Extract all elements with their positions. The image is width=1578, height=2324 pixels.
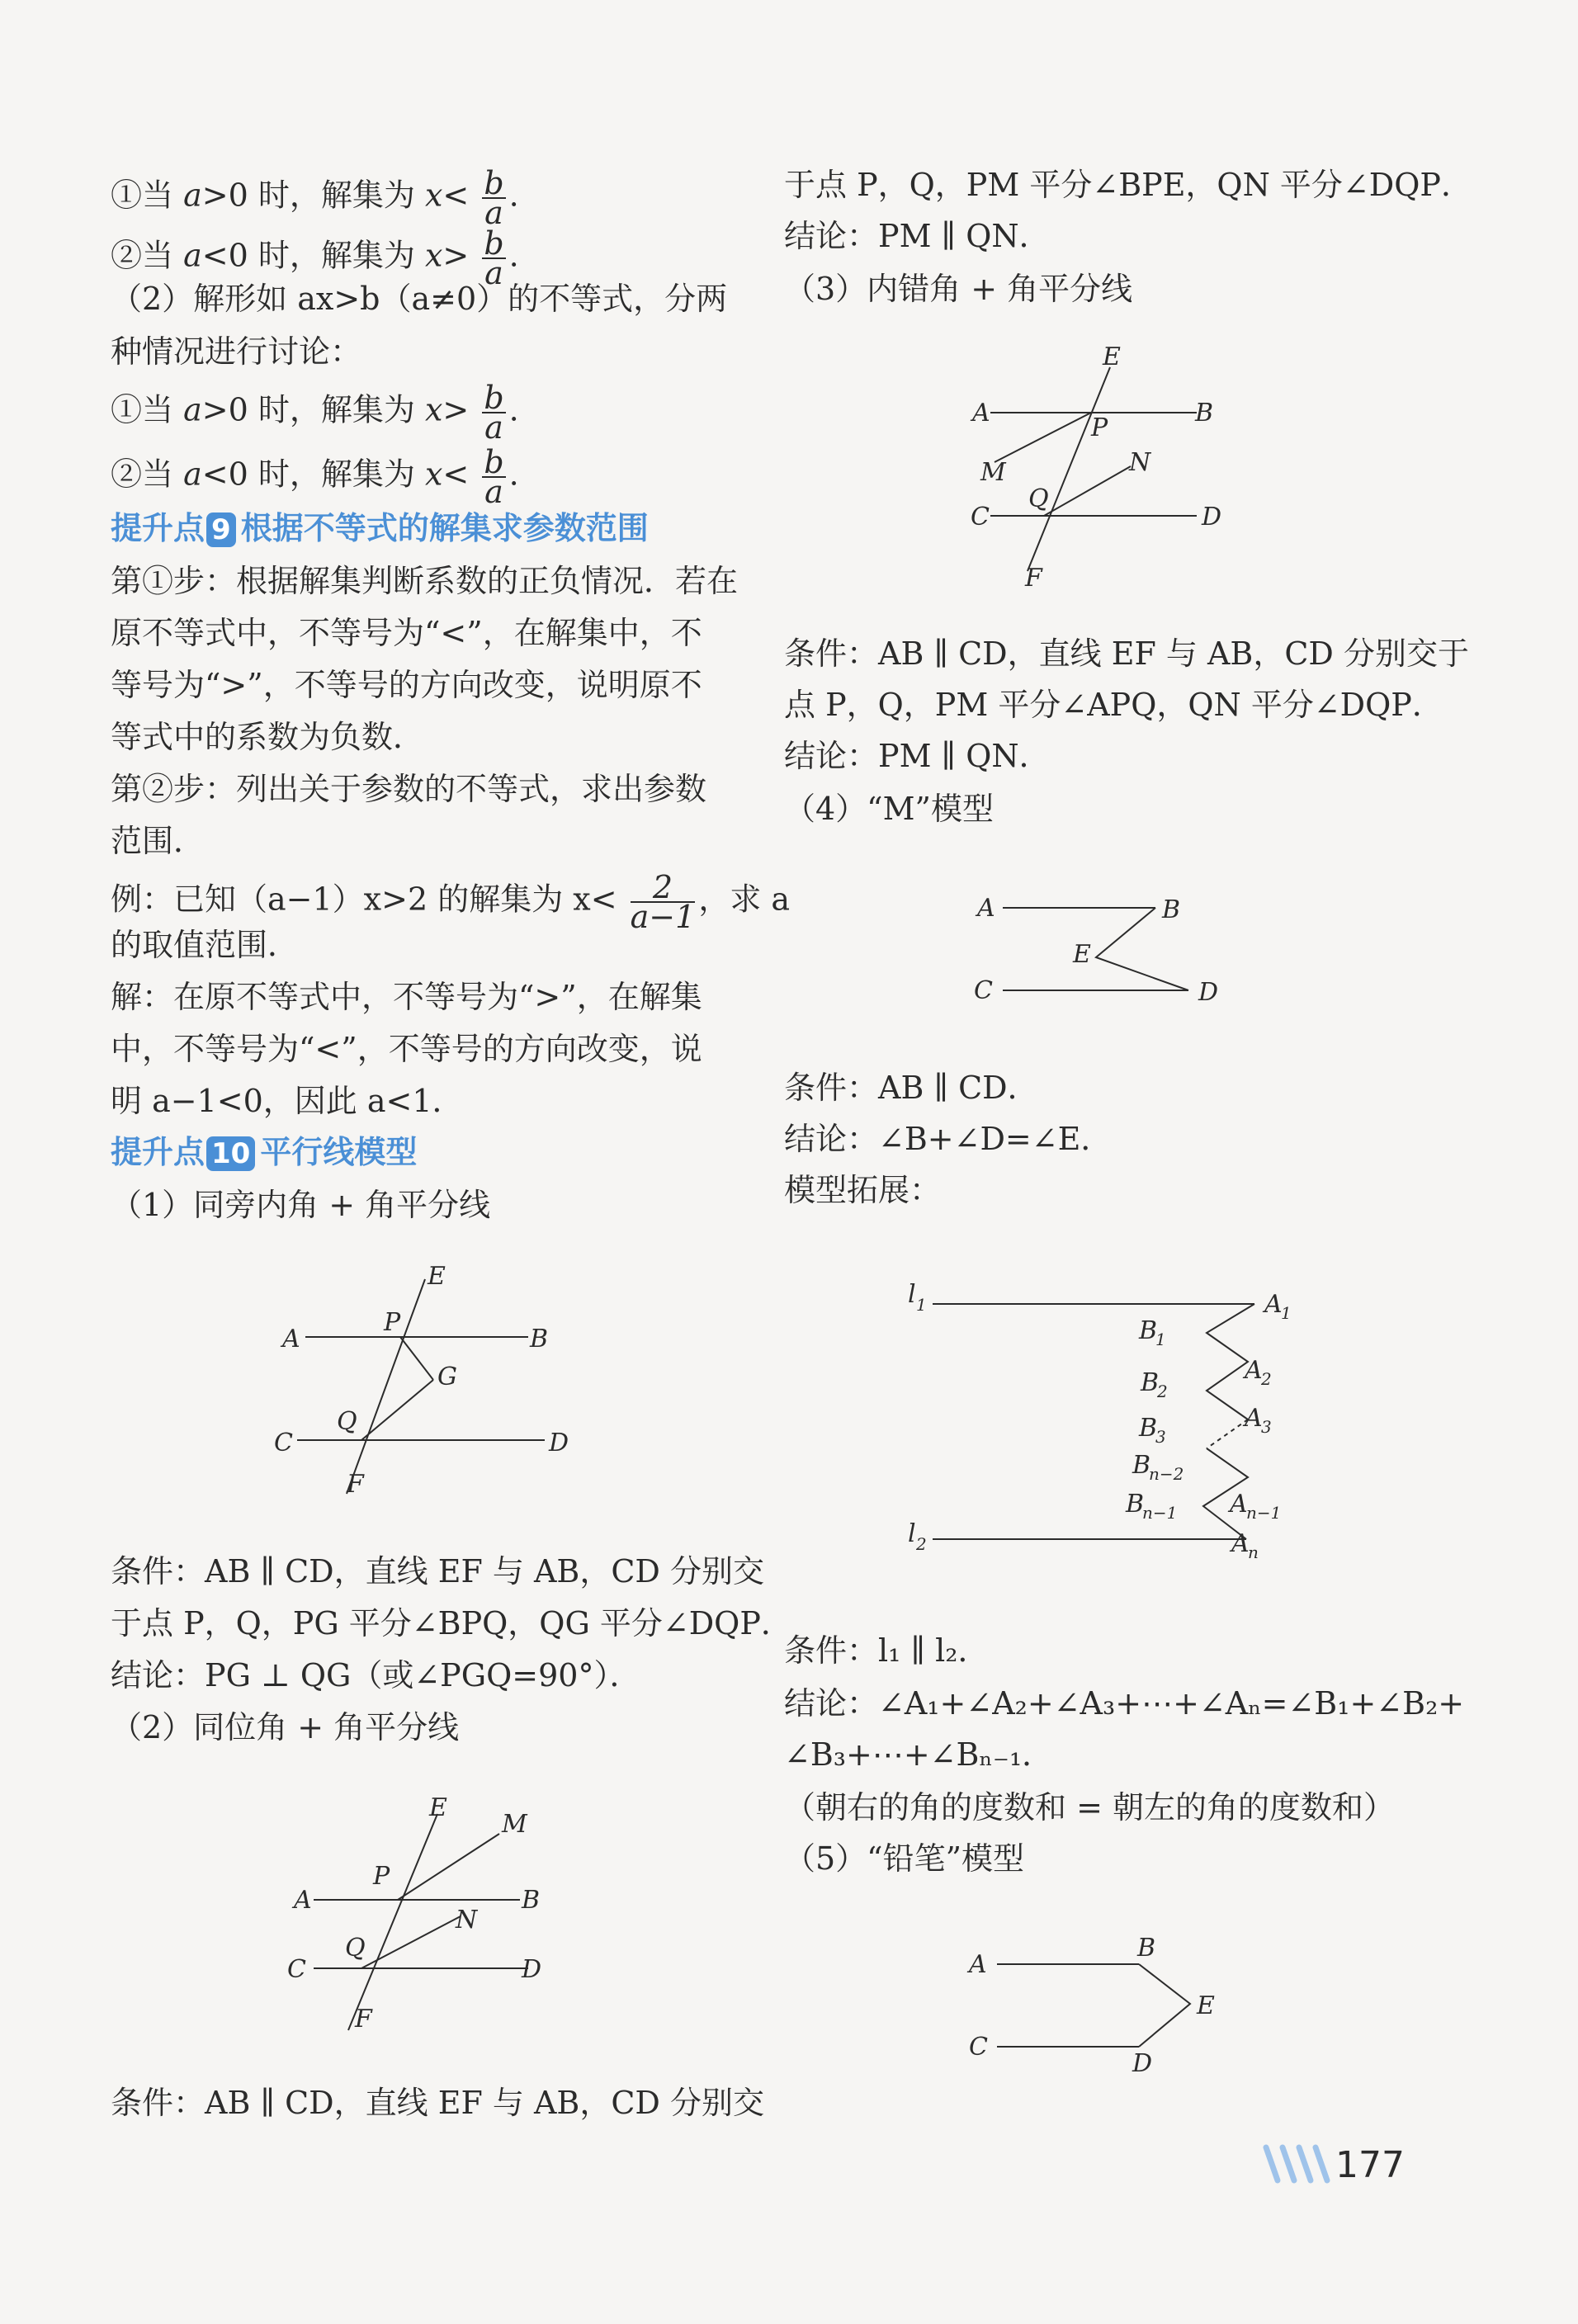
text-line: （4）“M”模型 bbox=[784, 791, 994, 827]
svg-text:l: l bbox=[908, 1519, 916, 1548]
svg-text:A: A bbox=[282, 1325, 300, 1353]
text-line: 等号为“>”，不等号的方向改变，说明原不 bbox=[111, 667, 702, 703]
svg-text:B: B bbox=[1137, 1934, 1156, 1963]
svg-text:A: A bbox=[1231, 1529, 1250, 1558]
svg-text:E: E bbox=[429, 1793, 447, 1822]
figure-corresponding-bisector bbox=[272, 1791, 586, 2055]
svg-text:C: C bbox=[274, 1429, 293, 1457]
fraction: $\frac{b}{a}$ bbox=[484, 225, 504, 291]
svg-text:E: E bbox=[1073, 940, 1091, 969]
text-line: 条件：AB ∥ CD，直线 EF 与 AB，CD 分别交 bbox=[111, 2085, 764, 2121]
fraction: $\frac{b}{a}$ bbox=[484, 444, 504, 510]
svg-text:1: 1 bbox=[916, 1295, 927, 1315]
svg-text:F: F bbox=[347, 1470, 364, 1499]
section-heading-10: 提升点 10 平行线模型 bbox=[111, 1134, 418, 1170]
svg-text:n−2: n−2 bbox=[1149, 1464, 1184, 1484]
section-badge: 9 bbox=[206, 513, 236, 547]
text-line: （5）“铅笔”模型 bbox=[784, 1840, 1025, 1877]
figure-same-side-bisector bbox=[264, 1254, 611, 1519]
text-line: ②当 a<0 时，解集为 x> $\frac{b}{a}$ . bbox=[111, 225, 519, 291]
svg-text:A: A bbox=[294, 1886, 312, 1915]
svg-text:A: A bbox=[977, 894, 995, 923]
text-line: （2）解形如 ax>b（a≠0）的不等式，分两 bbox=[111, 281, 728, 317]
svg-text:D: D bbox=[1202, 503, 1222, 531]
text-line: 种情况进行讨论： bbox=[111, 333, 362, 370]
svg-text:B: B bbox=[1126, 1490, 1145, 1519]
text-line: 等式中的系数为负数． bbox=[111, 719, 425, 755]
svg-text:B: B bbox=[530, 1325, 549, 1353]
text-line: 于点 P，Q，PM 平分∠BPE，QN 平分∠DQP． bbox=[784, 167, 1472, 203]
text-line: （1）同旁内角 + 角平分线 bbox=[111, 1187, 491, 1223]
svg-text:P: P bbox=[384, 1308, 401, 1337]
svg-text:C: C bbox=[971, 503, 990, 531]
text-line: 结论：∠A₁+∠A₂+∠A₃+⋯+∠Aₙ=∠B₁+∠B₂+ bbox=[784, 1685, 1465, 1722]
svg-text:3: 3 bbox=[1261, 1417, 1272, 1437]
svg-text:Q: Q bbox=[1028, 484, 1049, 513]
text-line: 明 a−1<0，因此 a<1． bbox=[111, 1083, 464, 1119]
text-line: 第①步：根据解集判断系数的正负情况．若在 bbox=[111, 563, 739, 599]
figure-zigzag-extension bbox=[891, 1271, 1321, 1585]
text-line: 于点 P，Q，PG 平分∠BPQ，QG 平分∠DQP． bbox=[111, 1605, 792, 1641]
svg-text:N: N bbox=[1129, 448, 1151, 477]
svg-text:B: B bbox=[1195, 399, 1214, 427]
text-line: 结论：PG ⊥ QG（或∠PGQ=90°）． bbox=[111, 1657, 641, 1693]
svg-text:C: C bbox=[974, 976, 993, 1005]
svg-text:B: B bbox=[522, 1886, 541, 1915]
svg-text:A: A bbox=[1245, 1404, 1263, 1433]
figure-alternate-bisector bbox=[957, 338, 1246, 594]
text-line: 条件：AB ∥ CD． bbox=[784, 1070, 1039, 1106]
svg-text:n−1: n−1 bbox=[1246, 1503, 1282, 1523]
svg-text:N: N bbox=[456, 1906, 478, 1934]
text-line: 模型拓展： bbox=[784, 1172, 942, 1208]
section-heading-9: 提升点 9 根据不等式的解集求参数范围 bbox=[111, 510, 649, 546]
svg-text:P: P bbox=[373, 1862, 390, 1891]
fraction: $\frac{b}{a}$ bbox=[484, 380, 504, 446]
svg-text:B: B bbox=[1139, 1316, 1158, 1345]
svg-text:D: D bbox=[549, 1429, 569, 1457]
text-line: 解：在原不等式中，不等号为“>”，在解集 bbox=[111, 979, 702, 1015]
svg-text:2: 2 bbox=[1157, 1382, 1168, 1401]
svg-text:D: D bbox=[522, 1955, 542, 1984]
svg-text:M: M bbox=[980, 458, 1006, 487]
svg-text:D: D bbox=[1132, 2049, 1153, 2078]
svg-text:B: B bbox=[1139, 1414, 1158, 1443]
text-line: 中，不等号为“<”，不等号的方向改变，说 bbox=[111, 1031, 702, 1067]
text-line: 例：已知（a−1）x>2 的解集为 x< $\frac{2}{a-1}$ ，求 a bbox=[111, 869, 791, 935]
text-line: 点 P，Q，PM 平分∠APQ，QN 平分∠DQP． bbox=[784, 687, 1443, 723]
svg-text:B: B bbox=[1162, 895, 1181, 924]
svg-text:Q: Q bbox=[337, 1407, 357, 1436]
text-line: ①当 a>0 时，解集为 x< $\frac{b}{a}$ . bbox=[111, 165, 519, 231]
text-line: ①当 a>0 时，解集为 x> $\frac{b}{a}$ . bbox=[111, 380, 519, 446]
svg-text:A: A bbox=[1245, 1356, 1263, 1385]
svg-text:G: G bbox=[437, 1363, 457, 1391]
svg-text:l: l bbox=[908, 1280, 916, 1309]
svg-text:C: C bbox=[287, 1955, 306, 1984]
text-line: （2）同位角 + 角平分线 bbox=[111, 1709, 460, 1745]
svg-text:A: A bbox=[972, 399, 990, 427]
svg-text:A: A bbox=[1264, 1290, 1283, 1319]
svg-text:Q: Q bbox=[345, 1934, 366, 1963]
svg-text:A: A bbox=[969, 1950, 987, 1979]
svg-text:E: E bbox=[1103, 342, 1121, 371]
text-line: 条件：AB ∥ CD，直线 EF 与 AB，CD 分别交 bbox=[111, 1553, 764, 1589]
text-line: ∠B₃+⋯+∠Bₙ₋₁． bbox=[784, 1736, 1054, 1773]
svg-text:3: 3 bbox=[1155, 1427, 1166, 1447]
svg-text:B: B bbox=[1141, 1368, 1160, 1397]
svg-text:A: A bbox=[1230, 1490, 1248, 1519]
text-line: （3）内错角 + 角平分线 bbox=[784, 271, 1133, 307]
svg-text:C: C bbox=[969, 2033, 988, 2062]
svg-text:B: B bbox=[1132, 1451, 1151, 1480]
section-badge: 10 bbox=[206, 1136, 255, 1171]
svg-text:E: E bbox=[1197, 1991, 1215, 2020]
svg-text:E: E bbox=[428, 1262, 446, 1291]
svg-text:F: F bbox=[1025, 564, 1042, 593]
text-line: 第②步：列出关于参数的不等式，求出参数 bbox=[111, 771, 707, 807]
figure-pencil-model bbox=[957, 1931, 1238, 2096]
svg-text:1: 1 bbox=[1281, 1303, 1292, 1323]
text-line: 条件：l₁ ∥ l₂． bbox=[784, 1632, 990, 1669]
fraction: $\frac{b}{a}$ bbox=[484, 165, 504, 231]
text-line: （朝右的角的度数和 = 朝左的角的度数和） bbox=[784, 1789, 1395, 1826]
svg-text:1: 1 bbox=[1155, 1330, 1166, 1349]
svg-text:2: 2 bbox=[1261, 1369, 1272, 1389]
svg-text:2: 2 bbox=[916, 1534, 927, 1554]
text-line: ②当 a<0 时，解集为 x< $\frac{b}{a}$ . bbox=[111, 444, 519, 510]
text-line: 条件：AB ∥ CD，直线 EF 与 AB，CD 分别交于 bbox=[784, 635, 1469, 672]
fraction: $\frac{2}{a-1}$ bbox=[630, 869, 696, 935]
svg-text:D: D bbox=[1198, 978, 1219, 1007]
svg-text:n−1: n−1 bbox=[1142, 1503, 1178, 1523]
svg-text:P: P bbox=[1091, 413, 1108, 442]
page-number-stripes-icon bbox=[1261, 2142, 1330, 2185]
svg-text:F: F bbox=[355, 2005, 372, 2034]
text-line: 结论：PM ∥ QN． bbox=[784, 738, 1051, 774]
svg-text:M: M bbox=[502, 1810, 527, 1839]
text-line: 结论：PM ∥ QN． bbox=[784, 218, 1051, 254]
page-number: 177 bbox=[1335, 2144, 1405, 2186]
svg-text:n: n bbox=[1248, 1542, 1259, 1562]
text-line: 结论：∠B+∠D=∠E． bbox=[784, 1121, 1113, 1157]
text-line: 范围． bbox=[111, 823, 206, 859]
text-line: 原不等式中，不等号为“<”，在解集中，不 bbox=[111, 615, 702, 651]
text-line: 的取值范围． bbox=[111, 927, 300, 963]
figure-m-model bbox=[966, 875, 1238, 1023]
